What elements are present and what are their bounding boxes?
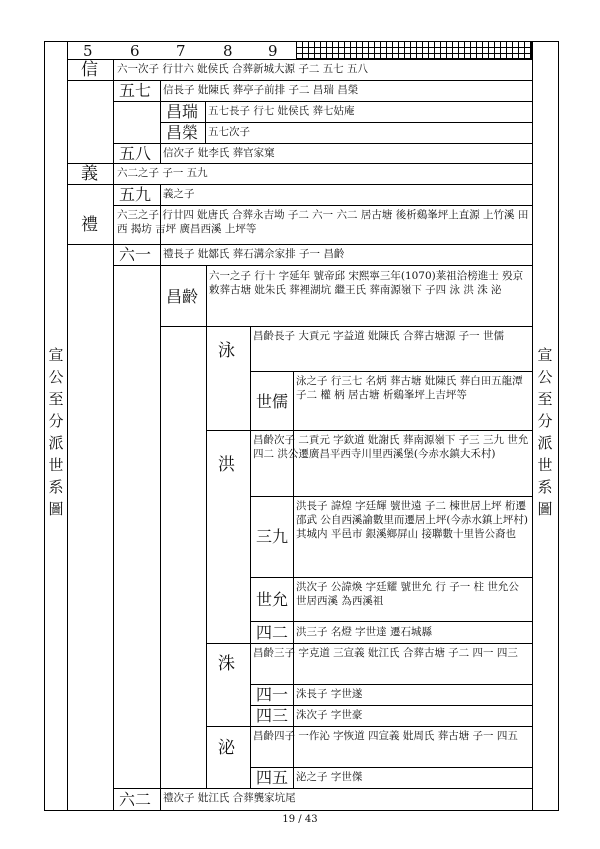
rule	[113, 265, 532, 266]
text-yi: 六二之子 子一 五九	[117, 167, 208, 179]
generation-5-header: 5	[83, 42, 93, 60]
name-wuqi: 五七	[119, 81, 152, 100]
rule	[160, 326, 532, 327]
generation-7-header: 7	[176, 42, 186, 60]
text-sier: 洪三子 名燈 字世達 遷石城縣	[296, 626, 433, 638]
rule-v	[206, 265, 207, 788]
text-yong: 昌齡長子 大貢元 字益道 妣陳氏 合葬古塘源 子一 世儒	[253, 330, 505, 342]
text-sisan: 洙次子 字世豪	[296, 709, 363, 721]
rule-v	[250, 326, 251, 788]
name-wujiu: 五九	[119, 185, 152, 204]
name-yi: 義	[81, 164, 98, 184]
text-bi: 昌齡四子 一作沁 字恢道 四宣義 妣周氏 葬古塘 子一 四五	[253, 730, 518, 742]
name-yong: 泳	[218, 341, 235, 361]
name-changrui: 昌瑞	[166, 102, 199, 121]
name-hong: 洪	[218, 455, 235, 475]
text-li: 六三之子 行廿四 妣唐氏 合葬永吉坳 子二 六一 六二 居古塘 後析鷄峯坪上直源 上竹溪 田西 揭坊 吉坪 廣昌西溪 上坪等	[117, 209, 529, 235]
right-column-divider	[532, 41, 533, 811]
text-shiyun: 洪次子 公諱煥 字廷耀 號世允 行 子一 柱 世允公世居西溪 為西溪祖	[296, 581, 519, 607]
generation-6-header: 6	[130, 42, 140, 60]
name-bi: 泌	[218, 738, 235, 758]
rule	[113, 205, 532, 206]
text-changling: 六一之子 行十 字延年 號帝邱 宋熙寧三年(1070)莱祖洽榜進士 殁京 敕葬古塘 妣朱氏 葬裡湖坑 繼王氏 葬南源嶺下 子四 泳 洪 洙 泌	[209, 270, 524, 296]
rule-v	[205, 101, 206, 143]
rule	[206, 726, 532, 727]
rule	[67, 163, 532, 164]
name-sanjiu: 三九	[256, 527, 289, 546]
text-hong: 昌齡次子 二貢元 字欽道 妣謝氏 葬南源嶺下 子三 三九 世允 四二 洪公遷廣昌平西寺川里西溪堡(今赤水鎮大禾村)	[253, 434, 529, 460]
name-shiru: 世儒	[256, 392, 289, 411]
rule	[206, 643, 532, 644]
text-siyi: 洙長子 字世遂	[296, 688, 363, 700]
name-zhu: 洙	[218, 654, 235, 674]
text-wujiu: 義之子	[163, 188, 195, 200]
name-shiyun: 世允	[256, 590, 289, 609]
name-siwu: 四五	[256, 768, 289, 787]
page-number: 19 / 43	[282, 814, 318, 825]
name-xin: 信	[81, 60, 98, 80]
text-liuyi: 禮長子 妣鄒氏 葬石溝佘家排 子一 昌齡	[163, 248, 345, 260]
rule-v	[160, 244, 161, 811]
text-sanjiu: 洪長子 諱煌 字廷輝 號世遠 子二 棟世居上坪 桁遷邵武 公自西溪諭數里而遷居上坪(今赤水鎮上坪村) 其城内 平邑市 銀溪鄉屏山 接聯數十里皆公裔也	[296, 500, 529, 540]
header-grid-pattern	[296, 41, 532, 59]
name-li: 禮	[81, 215, 98, 235]
text-zhu: 昌齡三子 字克道 三宣義 妣江氏 合葬古塘 子二 四一 四三	[253, 647, 518, 659]
name-siyi: 四一	[256, 685, 289, 704]
text-shiru: 泳之子 行三七 名炳 葬古塘 妣陳氏 葬白田五龍潭 子二 權 柄 居古塘 析鷄峯坪上吉坪等	[296, 375, 523, 401]
text-changrui: 五七長子 行七 妣侯氏 葬七姑庵	[208, 105, 355, 117]
rule	[67, 59, 532, 60]
name-changrong: 昌榮	[166, 123, 199, 142]
text-xin: 六一次子 行廿六 妣侯氏 合葬新城大源 子二 五七 五八	[117, 63, 369, 75]
rule	[206, 430, 532, 431]
name-sisan: 四三	[256, 706, 289, 725]
text-wuqi: 信長子 妣陳氏 葬亭子前排 子二 昌瑞 昌榮	[163, 84, 359, 96]
text-changrong: 五七次子	[208, 126, 250, 138]
side-title-right: 宣公至分派世系圖	[537, 346, 553, 518]
rule	[113, 143, 532, 144]
generation-8-header: 8	[223, 42, 233, 60]
name-wuba: 五八	[119, 144, 152, 163]
rule	[113, 788, 532, 789]
name-sier: 四二	[256, 623, 289, 642]
side-title-left: 宣公至分派世系圖	[48, 346, 64, 518]
rule-v	[160, 80, 161, 164]
rule	[160, 122, 532, 123]
rule-v	[113, 59, 114, 811]
name-liuer: 六二	[119, 790, 152, 809]
name-changling: 昌齡	[166, 287, 199, 306]
left-column-divider	[67, 41, 68, 811]
text-siwu: 泌之子 字世傑	[296, 771, 363, 783]
generation-9-header: 9	[268, 42, 278, 60]
name-liuyi: 六一	[119, 245, 152, 264]
text-liuer: 禮次子 妣江氏 合葬龔家坑尾	[163, 792, 296, 804]
text-wuba: 信次子 妣李氏 葬官家窠	[163, 147, 275, 159]
